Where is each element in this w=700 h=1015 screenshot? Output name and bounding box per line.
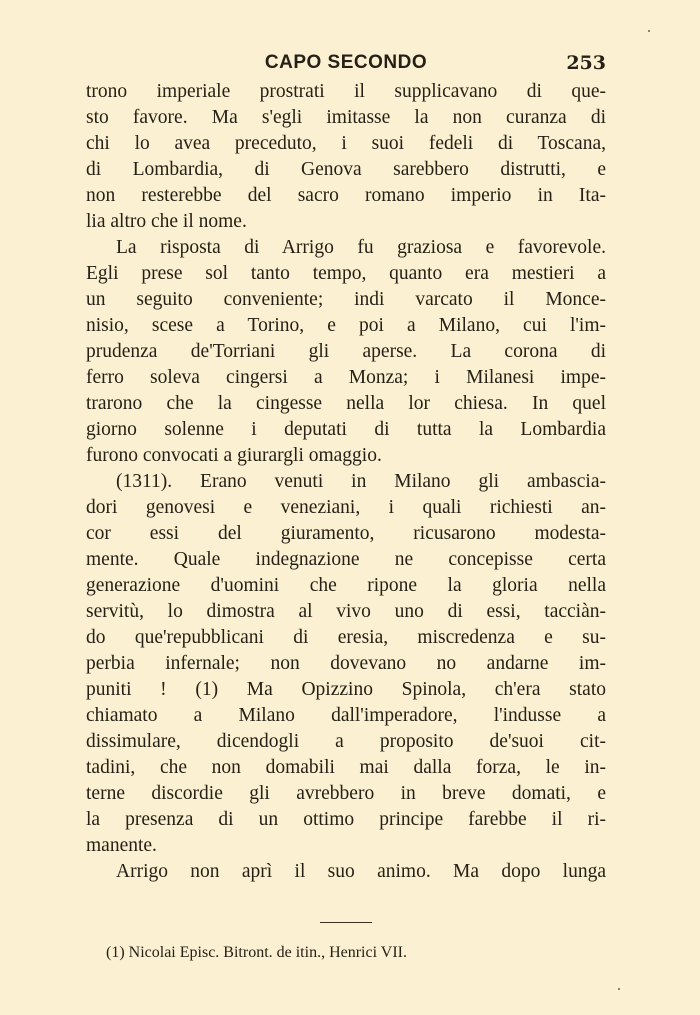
text-line: manente.	[86, 835, 157, 856]
text-line: nisio, scese a Torino, e poi a Milano, cui l'im-	[86, 315, 606, 336]
text-line: perbia infernale; non dovevano no andarne im-	[86, 653, 606, 674]
text-line: puniti ! (1) Ma Opizzino Spinola, ch'era stato	[86, 679, 606, 700]
text-line: terne discordie gli avrebbero in breve domati, e	[86, 783, 606, 804]
text-line: Arrigo non aprì il suo animo. Ma dopo lunga	[116, 861, 606, 882]
text-line: do que'repubblicani di eresia, miscredenza e su-	[86, 627, 606, 648]
footnote-separator	[320, 922, 372, 923]
page-header	[86, 48, 606, 78]
text-line: dissimulare, dicendogli a proposito de'suoi cit-	[86, 731, 606, 752]
text-line: dori genovesi e veneziani, i quali richiesti an-	[86, 497, 606, 518]
footnote: (1) Nicolai Episc. Bitront. de itin., Henrici VII.	[106, 944, 407, 961]
text-line: non resterebbe del sacro romano imperio in Ita-	[86, 185, 606, 206]
text-line: (1311). Erano venuti in Milano gli ambascia-	[116, 471, 606, 492]
text-line: generazione d'uomini che ripone la gloria nella	[86, 575, 606, 596]
text-line: la presenza di un ottimo principe farebbe il ri-	[86, 809, 606, 830]
text-line: ferro soleva cingersi a Monza; i Milanesi impe-	[86, 367, 606, 388]
text-line: trarono che la cingesse nella lor chiesa. In quel	[86, 393, 606, 414]
text-line: cor essi del giuramento, ricusarono modesta-	[86, 523, 606, 544]
text-line: un seguito conveniente; indi varcato il Monce-	[86, 289, 606, 310]
text-line: chi lo avea preceduto, i suoi fedeli di Toscana,	[86, 133, 606, 154]
text-line: prudenza de'Torriani gli aperse. La corona di	[86, 341, 606, 362]
text-line: chiamato a Milano dall'imperadore, l'indusse a	[86, 705, 606, 726]
paper-speck	[648, 30, 650, 32]
text-line: La risposta di Arrigo fu graziosa e favorevole.	[116, 237, 606, 258]
text-line: giorno solenne i deputati di tutta la Lombardia	[86, 419, 606, 440]
text-line: lia altro che il nome.	[86, 211, 247, 232]
text-line: trono imperiale prostrati il supplicavano di que-	[86, 81, 606, 102]
text-line: sto favore. Ma s'egli imitasse la non curanza di	[86, 107, 606, 128]
text-line: furono convocati a giurargli omaggio.	[86, 445, 382, 466]
text-line: di Lombardia, di Genova sarebbero distrutti, e	[86, 159, 606, 180]
body-text	[86, 79, 606, 885]
paper-speck	[618, 988, 620, 990]
text-line: servitù, lo dimostra al vivo uno di essi, tacciàn-	[86, 601, 606, 622]
text-line: Egli prese sol tanto tempo, quanto era mestieri a	[86, 263, 606, 284]
text-line: tadini, che non domabili mai dalla forza, le in-	[86, 757, 606, 778]
page-number: 253	[566, 52, 606, 74]
text-line: mente. Quale indegnazione ne concepisse certa	[86, 549, 606, 570]
running-title: CAPO SECONDO	[264, 52, 428, 73]
